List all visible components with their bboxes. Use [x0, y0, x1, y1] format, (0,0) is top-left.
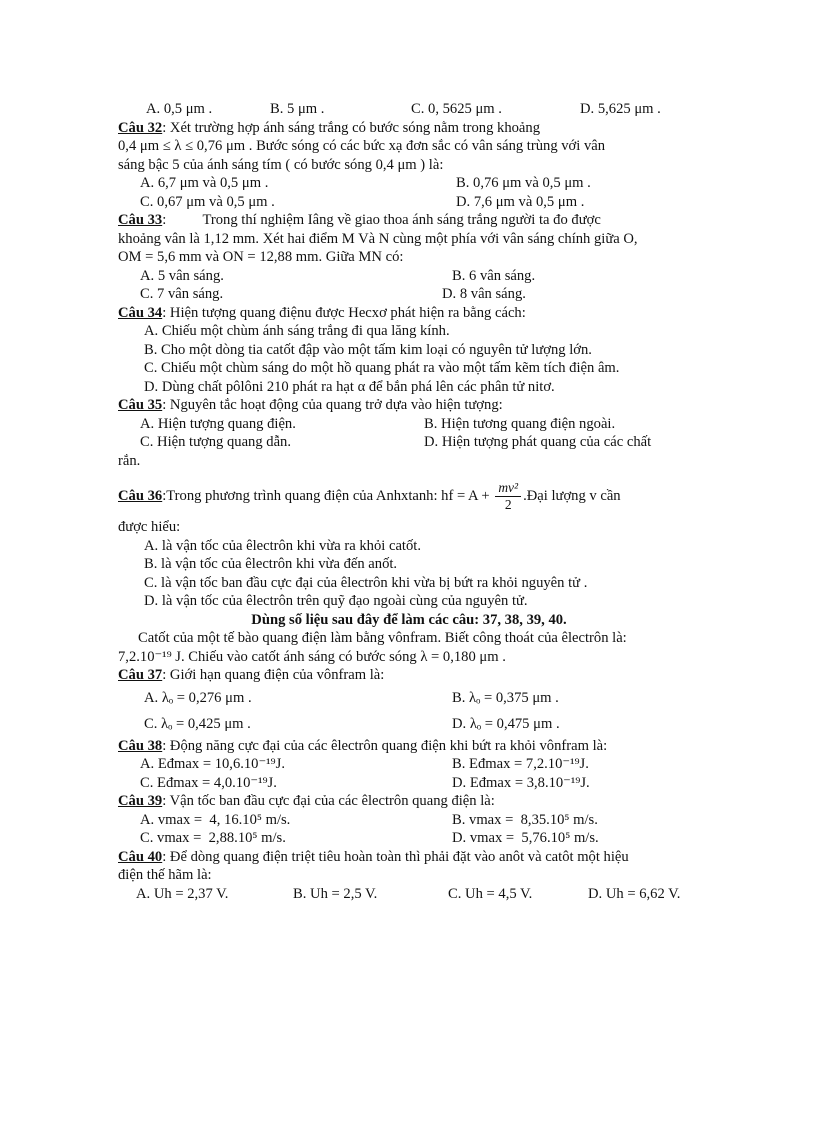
q34-option-a: A. Chiếu một chùm ánh sáng trắng đi qua lăng kính.: [144, 323, 450, 339]
q32-options-row-1: [118, 174, 700, 193]
q35-continuation: rắn.: [118, 452, 141, 469]
q33-option-d: D. 8 vân sáng.: [442, 286, 526, 302]
q32-option-c: C. 0,67 μm và 0,5 μm .: [140, 193, 275, 210]
q34-line-1: Câu 34: Hiện tượng quang điệnu được Hecxơ phát hiện ra bằng cách:: [118, 304, 526, 321]
q31-options: [118, 100, 700, 119]
q31-option-d: D. 5,625 μm .: [580, 101, 661, 117]
q39-line-1: Câu 39: Vận tốc ban đầu cực đại của các êlectrôn quang điện là:: [118, 793, 495, 809]
shared-data-heading: Dùng số liệu sau đây để làm các câu: 37, 38, 39, 40.: [251, 611, 567, 628]
q32-line-1: Câu 32: Xét trường hợp ánh sáng trắng có bước sóng nằm trong khoảng: [118, 119, 541, 136]
q39-options-row-1: [118, 811, 700, 830]
q35-option-b: B. Hiện tương quang điện ngoài.: [424, 415, 616, 432]
q38-options-row-2: [118, 774, 700, 793]
q35-label: Câu 35: [118, 397, 163, 413]
q33-line-3: OM = 5,6 mm và ON = 12,88 mm. Giữa MN có:: [118, 249, 404, 265]
q33-options-row-1: [118, 267, 700, 286]
q37-option-a: A. λₒ = 0,276 μm .: [144, 689, 252, 706]
q38-label: Câu 38: [118, 737, 163, 754]
q39-options-row-2: [118, 829, 700, 848]
q34-option-b: B. Cho một dòng tia catốt đập vào một tấm kim loại có nguyên tử lượng lớn.: [144, 341, 592, 358]
q37-label: Câu 37: [118, 667, 163, 683]
q33-option-b: B. 6 vân sáng.: [452, 267, 536, 284]
q40-line-2: điện thế hãm là:: [118, 867, 212, 883]
q34-option-c: C. Chiếu một chùm sáng do một hồ quang phát ra vào một tấm kẽm tích điện âm.: [144, 360, 620, 376]
q40-option-a: A. Uh = 2,37 V.: [136, 885, 229, 902]
q40-options: [118, 885, 700, 904]
q32-option-d: D. 7,6 μm và 0,5 μm .: [456, 193, 585, 210]
q36-option-c: C. là vận tốc ban đầu cực đại của êlectrôn khi vừa bị bứt ra khỏi nguyên tử .: [144, 574, 588, 591]
q33-option-a: A. 5 vân sáng.: [140, 267, 224, 284]
q40-label: Câu 40: [118, 848, 163, 865]
q37-options-row-1: [118, 685, 700, 711]
q40-option-d: D. Uh = 6,62 V.: [588, 885, 681, 902]
q32-line-2: 0,4 μm ≤ λ ≤ 0,76 μm . Bước sóng có các bức xạ đơn sắc có vân sáng trùng với vân: [118, 138, 606, 154]
q38-option-c: C. Eđmax = 4,0.10⁻¹⁹J.: [140, 774, 277, 791]
q35-options-row-1: [118, 415, 700, 434]
kinetic-energy-fraction: $\frac{\text{mv²}}{2}$: [495, 480, 521, 513]
q32-option-a: A. 6,7 μm và 0,5 μm .: [140, 175, 269, 191]
q35-options-row-2: [118, 433, 700, 452]
q33-line-1: Câu 33: Trong thí nghiệm Iâng về giao thoa ánh sáng trắng người ta đo được: [118, 212, 601, 228]
q39-label: Câu 39: [118, 793, 163, 809]
q35-option-d: D. Hiện tượng phát quang của các chất: [424, 434, 652, 450]
q36-line-1: Câu 36:Trong phương trình quang điện của Anhxtanh: hf = A + $\frac{\text{mv²}}{2}$ .Đại lượng v cần: [118, 480, 621, 513]
q40-option-b: B. Uh = 2,5 V.: [293, 885, 378, 902]
q39-option-c: C. vmax = 2,88.10⁵ m/s.: [140, 830, 286, 846]
q38-option-d: D. Eđmax = 3,8.10⁻¹⁹J.: [452, 774, 590, 791]
q33-option-c: C. 7 vân sáng.: [140, 286, 224, 302]
q34-label: Câu 34: [118, 304, 163, 321]
q37-options-row-2: [118, 711, 700, 737]
q38-option-a: A. Eđmax = 10,6.10⁻¹⁹J.: [140, 756, 285, 772]
q37-option-c: C. λₒ = 0,425 μm .: [144, 715, 251, 732]
q31-option-b: B. 5 μm .: [270, 101, 325, 117]
q35-option-c: C. Hiện tượng quang dẫn.: [140, 434, 292, 450]
q35-line-1: Câu 35: Nguyên tắc hoạt động của quang trở dựa vào hiện tượng:: [118, 397, 503, 413]
q31-option-c: C. 0, 5625 μm .: [411, 101, 502, 117]
q36-option-d: D. là vận tốc của êlectrôn trên quỹ đạo ngoài cùng của nguyên tử.: [144, 593, 528, 609]
q32-option-b: B. 0,76 μm và 0,5 μm .: [456, 175, 591, 191]
q32-options-row-2: [118, 193, 700, 212]
shared-data-line-2: 7,2.10⁻¹⁹ J. Chiếu vào catốt ánh sáng có bước sóng λ = 0,180 μm .: [118, 648, 506, 665]
q36-line-2: được hiểu:: [118, 519, 181, 535]
q40-option-c: C. Uh = 4,5 V.: [448, 885, 533, 902]
q32-label: Câu 32: [118, 119, 163, 136]
q31-option-a: A. 0,5 μm .: [146, 101, 213, 117]
exam-page: [118, 100, 700, 903]
q35-option-a: A. Hiện tượng quang điện.: [140, 415, 296, 432]
q33-options-row-2: [118, 285, 700, 304]
q33-label: Câu 33: [118, 212, 163, 228]
q40-line-1: Câu 40: Để dòng quang điện triệt tiêu hoàn toàn thì phải đặt vào anôt và catôt một hiệu: [118, 848, 629, 865]
q32-line-3: sáng bậc 5 của ánh sáng tím ( có bước sóng 0,4 μm ) là:: [118, 156, 444, 173]
q34-option-d: D. Dùng chất pôlôni 210 phát ra hạt α để bắn phá lên các phân tử nitơ.: [144, 378, 555, 395]
q39-option-a: A. vmax = 4, 16.10⁵ m/s.: [140, 811, 291, 828]
q38-options-row-1: [118, 755, 700, 774]
shared-data-line-1: Catốt của một tế bào quang điện làm bằng vônfram. Biết công thoát của êlectrôn là:: [138, 630, 627, 646]
q37-option-d: D. λₒ = 0,475 μm .: [452, 715, 560, 732]
q36-option-a: A. là vận tốc của êlectrôn khi vừa ra khỏi catốt.: [144, 537, 421, 554]
q37-option-b: B. λₒ = 0,375 μm .: [452, 689, 559, 706]
q36-option-b: B. là vận tốc của êlectrôn khi vừa đến anốt.: [144, 556, 398, 572]
q39-option-b: B. vmax = 8,35.10⁵ m/s.: [452, 811, 598, 828]
q36-label: Câu 36: [118, 488, 163, 504]
q33-line-2: khoảng vân là 1,12 mm. Xét hai điểm M Và N cùng một phía với vân sáng chính giữa O,: [118, 230, 638, 247]
q39-option-d: D. vmax = 5,76.10⁵ m/s.: [452, 830, 599, 846]
q38-line-1: Câu 38: Động năng cực đại của các êlectrôn quang điện khi bứt ra khỏi vônfram là:: [118, 737, 608, 754]
q37-line-1: Câu 37: Giới hạn quang điện của vônfram là:: [118, 667, 385, 683]
q38-option-b: B. Eđmax = 7,2.10⁻¹⁹J.: [452, 756, 589, 772]
